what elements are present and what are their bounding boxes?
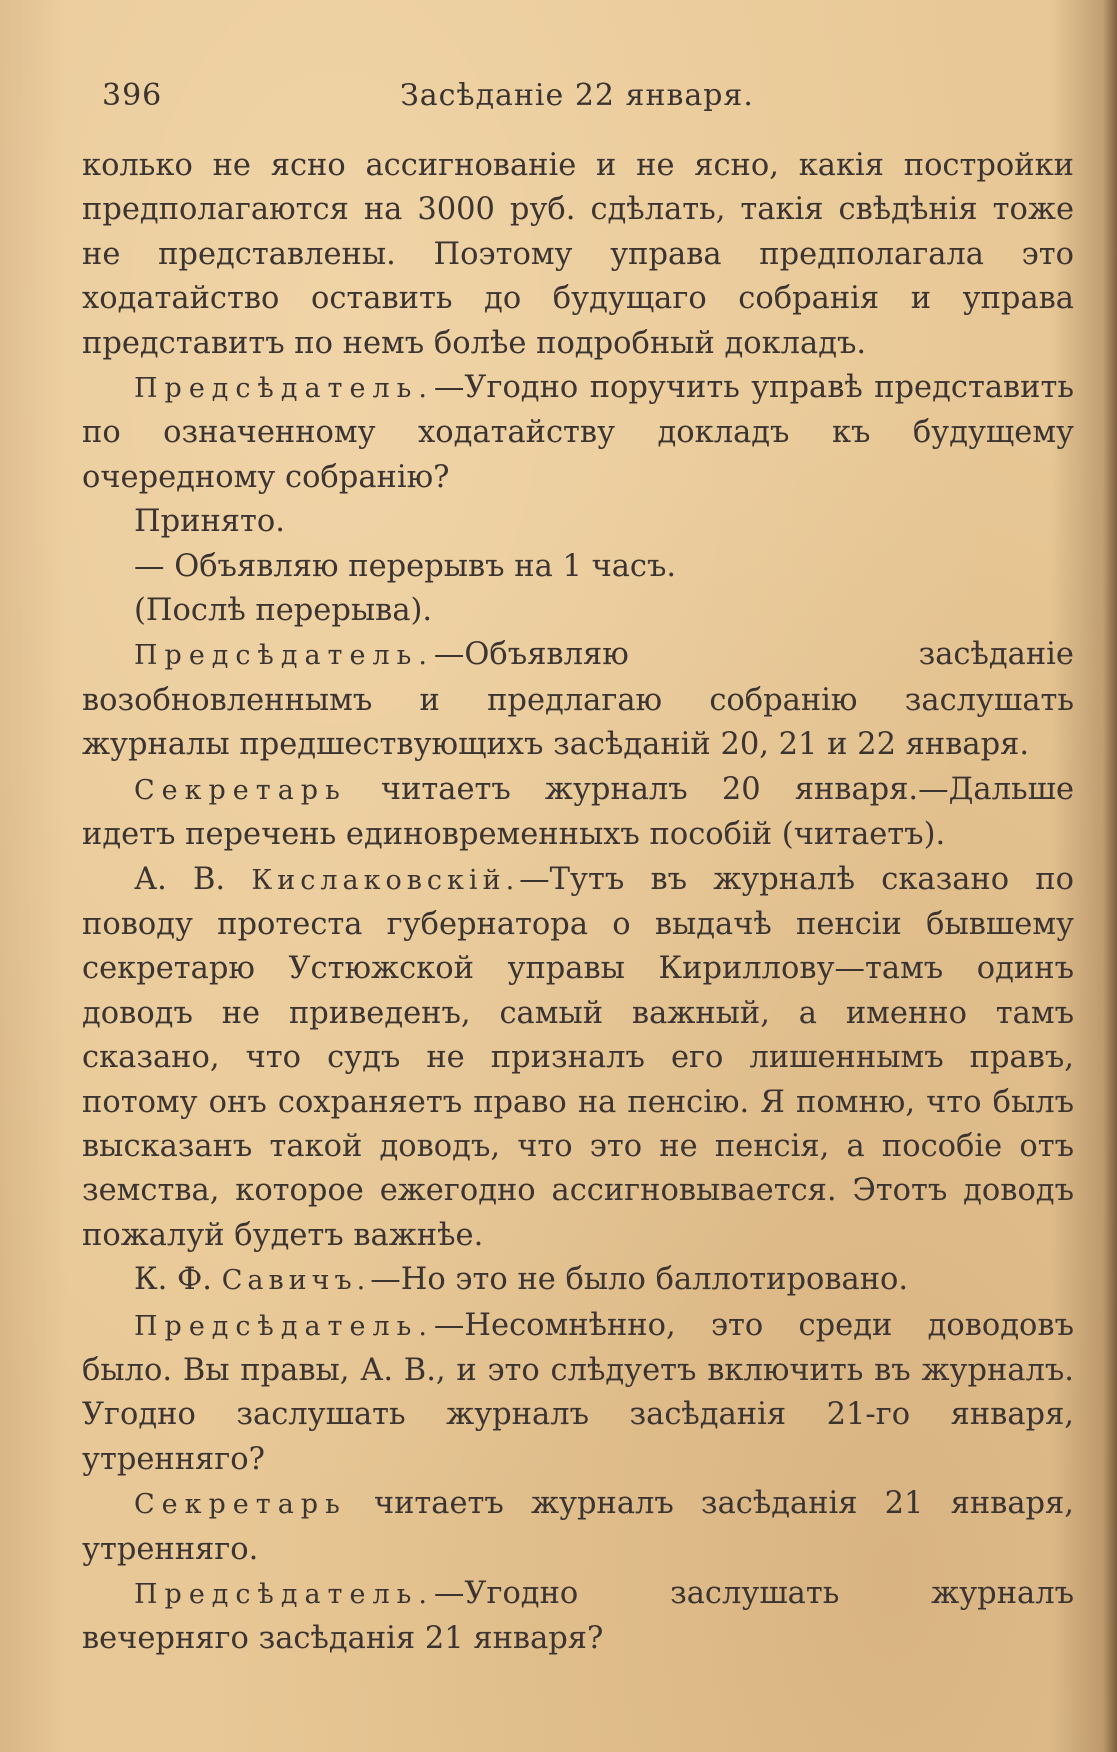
speaker-name: Кислаковскій. (251, 864, 520, 896)
paragraph-text: —Но это не было баллотировано. (370, 1262, 909, 1298)
paragraph-text: —Угодно поручить управѣ представить по означенному ходатайству докладъ къ будущему очередному собранію? (82, 370, 1074, 495)
paragraph-text: колько не ясно ассигнованіе и не ясно, какія постройки предполагаются на 3000 руб. сдѣлать, такія свѣдѣнія тоже не представлены. Поэтому управа предполагала это ходатайство оставить до будущаго собранія и управа представитъ по немъ болѣе подробный докладъ. (82, 148, 1074, 361)
speaker-name: Предсѣдатель. (134, 373, 434, 405)
speaker-name: Савичъ. (221, 1265, 371, 1297)
paragraph (82, 633, 1074, 767)
paragraph-text: —Несомнѣнно, это среди доводовъ было. Вы правы, А. В., и это слѣдуетъ включить въ журналъ. Угодно заслушать журналъ засѣданія 21-го января, утренняго? (82, 1307, 1074, 1477)
speaker-name: Предсѣдатель. (134, 1310, 434, 1342)
page-number: 396 (102, 78, 163, 113)
paragraph (82, 1572, 1074, 1662)
speaker-name: Предсѣдатель. (134, 640, 434, 672)
paragraph-text: — Объявляю перерывъ на 1 часъ. (134, 548, 677, 584)
paragraph (82, 545, 1074, 589)
speaker-initials: А. В. (134, 861, 252, 897)
paragraph (82, 144, 1074, 366)
book-page (82, 72, 1072, 1712)
speaker-name: Секретарь (134, 1489, 347, 1521)
speaker-initials: К. Ф. (134, 1262, 222, 1298)
paragraph-text: —Объявляю засѣданіе возобновленнымъ и предлагаю собранію заслушать журналы предшествующихъ засѣданій 20, 21 и 22 января. (82, 637, 1074, 763)
paragraph-text: —Угодно заслушать журналъ вечерняго засѣданія 21 января? (82, 1576, 1074, 1657)
paragraph (82, 500, 1074, 544)
paragraph (82, 589, 1074, 633)
paragraph-text: читаетъ журналъ 20 января.—Дальше идетъ перечень единовременныхъ пособій (читаетъ). (82, 771, 1074, 853)
paragraph (82, 858, 1074, 1259)
paragraph-text: —Тутъ въ журналѣ сказано по поводу протеста губернатора о выдачѣ пенсіи бывшему секретарю Устюжской управы Кириллову—тамъ одинъ доводъ не приведенъ, самый важный, а именно тамъ сказано, что судъ не призналъ его лишеннымъ правъ, потому онъ сохраняетъ право на пенсію. Я помню, что былъ высказанъ такой доводъ, что это не пенсія, а пособіе отъ земства, которое ежегодно ассигновывается. Этотъ доводъ пожалуй будетъ важнѣе. (82, 861, 1074, 1253)
paragraph (82, 1304, 1074, 1483)
speaker-name: Секретарь (134, 774, 347, 806)
paragraph (82, 768, 1074, 858)
body-text (82, 144, 1074, 1662)
speaker-name: Предсѣдатель. (134, 1579, 434, 1610)
paragraph (82, 1482, 1074, 1572)
paragraph (82, 1258, 1074, 1303)
paragraph-text: читаетъ журналъ засѣданія 21 января, утренняго. (82, 1486, 1074, 1567)
paragraph-text: (Послѣ перерыва). (134, 593, 433, 629)
page-edge-shadow (1103, 0, 1117, 1752)
paragraph (82, 366, 1074, 500)
running-title: Засѣданіе 22 января. (400, 78, 754, 113)
page-header (82, 72, 1072, 124)
paragraph-text: Принято. (134, 504, 285, 540)
